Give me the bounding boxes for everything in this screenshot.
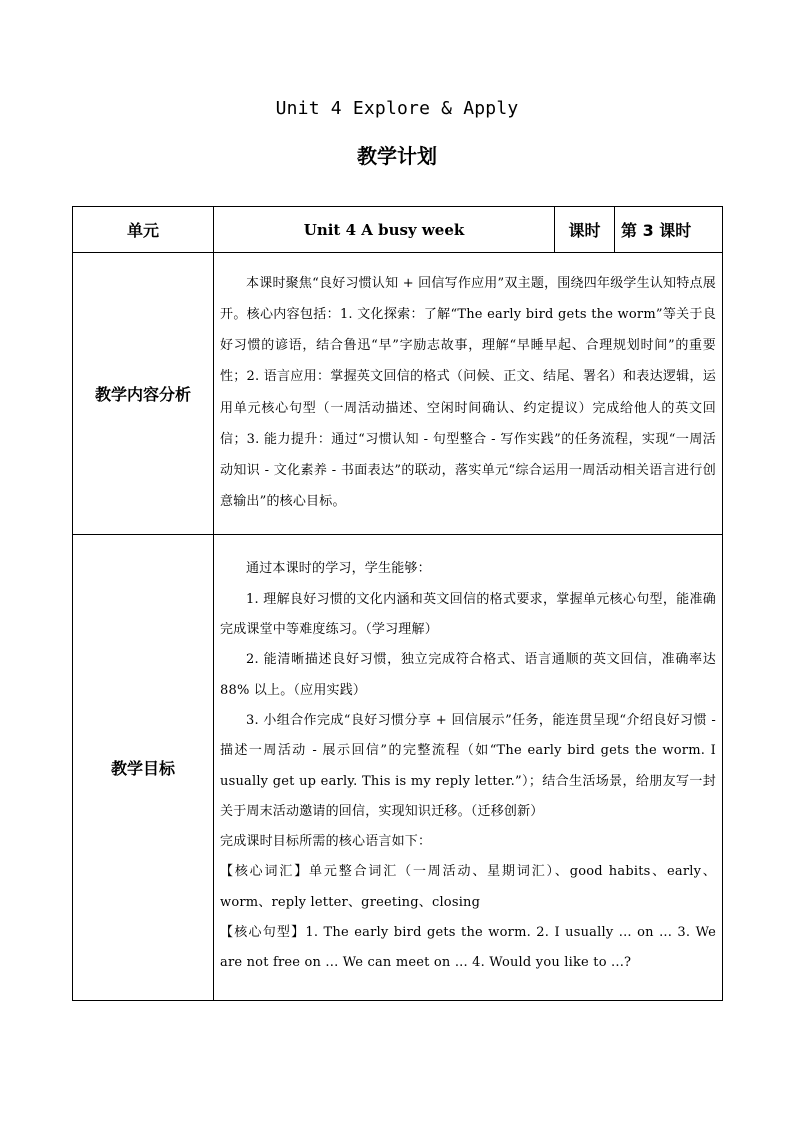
content-analysis-text: 本课时聚焦“良好习惯认知 + 回信写作应用”双主题，围绕四年级学生认知特点展开。核心内容包括：1. 文化探索：了解“The early bird gets the worm”等关于良好习惯的谚语，结合鲁迅“早”字励志故事，理解“早睡早起、合理规划时间”的重要性；2. 语言应用：掌握英文回信的格式（问候、正文、结尾、署名）和表达逻辑，运用单元核心句型（一周活动描述、空闲时间确认、约定提议）完成给他人的英文回信；3. 能力提升：通过“习惯认知 - 句型整合 - 写作实践”的任务流程，实现“一周活动知识 - 文化素养 - 书面表达”的联动，落实单元“综合运用一周活动相关语言进行创意输出”的核心目标。	[220, 275, 716, 510]
teaching-goals-cell	[214, 535, 723, 1001]
goal-item-1: 1. 理解良好习惯的文化内涵和英文回信的格式要求，掌握单元核心句型，能准确完成课堂中等难度练习。（学习理解）	[220, 591, 716, 638]
lesson-plan-table	[72, 206, 723, 1001]
teaching-goals-row	[73, 535, 723, 1001]
core-sentences: 【核心句型】1. The early bird gets the worm. 2. I usually ... on ... 3. We are not free on ... We can meet on ... 4. Would you like to ...?	[220, 924, 716, 971]
unit-label-cell: 单元	[73, 207, 214, 253]
lesson-value-cell: 第 3 课时	[615, 207, 723, 253]
goals-intro: 通过本课时的学习，学生能够：	[246, 561, 431, 577]
teaching-goals-label: 教学目标	[73, 535, 214, 1001]
table-header-row	[73, 207, 723, 253]
core-vocabulary: 【核心词汇】单元整合词汇（一周活动、星期词汇）、good habits、early、worm、reply letter、greeting、closing	[220, 864, 716, 910]
document-title-en: Unit 4 Explore & Apply	[275, 98, 519, 119]
core-language-intro: 完成课时目标所需的核心语言如下：	[220, 834, 432, 850]
content-analysis-row	[73, 253, 723, 535]
goal-item-3: 3. 小组合作完成“良好习惯分享 + 回信展示”任务，能连贯呈现“介绍良好习惯 - 描述一周活动 - 展示回信”的完整流程（如“The early bird gets the worm. I usually get up early. This is my reply letter.”）；结合生活场景，给朋友写一封关于周末活动邀请的回信，实现知识迁移。（迁移创新）	[220, 712, 716, 819]
content-analysis-cell	[214, 253, 723, 535]
document-title-cn: 教学计划	[357, 144, 437, 168]
unit-value-cell: Unit 4 A busy week	[214, 207, 555, 253]
content-analysis-label: 教学内容分析	[73, 253, 214, 535]
goal-item-2: 2. 能清晰描述良好习惯，独立完成符合格式、语言通顺的英文回信，准确率达 88% 以上。（应用实践）	[220, 652, 716, 698]
lesson-label-cell: 课时	[555, 207, 615, 253]
